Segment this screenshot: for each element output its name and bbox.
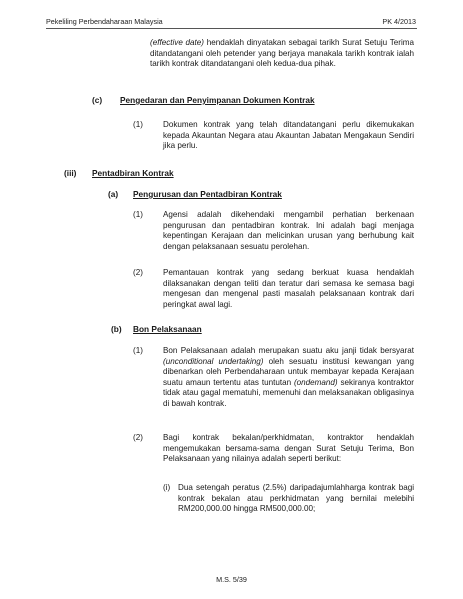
section-a-label: (a) [108, 189, 119, 199]
section-b-label: (b) [111, 324, 122, 334]
intro-italic-term: (effective date) [150, 38, 204, 47]
header-title: Pekeliling Perbendaharaan Malaysia [46, 17, 163, 26]
b-item-1-text-part: sekiranya kontraktor tidak atau gagal mematuhi, memenuhi dan melaksanakan obligasinya di bawah kontrak. [163, 377, 414, 408]
header-reference: PK 4/2013 [382, 17, 416, 26]
b-sub-i-number: (i) [163, 483, 171, 492]
section-b-heading [133, 324, 202, 335]
section-iii-label: (iii) [64, 168, 77, 178]
b-item-2-number: (2) [133, 433, 143, 442]
section-a-title: Pengurusan dan Pentadbiran Kontrak [133, 189, 282, 199]
b-item-1-number: (1) [133, 346, 143, 355]
b-item-1-italic-term: (ondemand) [293, 377, 338, 387]
section-c-label: (c) [92, 95, 103, 105]
c-item-1-text: Dokumen kontrak yang telah ditandatangani perlu dikemukakan kepada Akauntan Negara atau Akauntan Jabatan Mengakaun Sendiri jika perlu. [163, 120, 414, 151]
b-item-1-italic-term: (unconditional undertaking) [163, 356, 264, 366]
b-item-1-text-part: oleh sesuatu institusi kewangan yang dibenarkan oleh Perbendaharaan untuk membayar kepada Kerajaan suatu amaun tertentu atas tuntutan [163, 356, 414, 387]
b-item-2-text: Bagi kontrak bekalan/perkhidmatan, kontraktor hendaklah mengemukakan bersama-sama dengan Surat Setuju Terima, Bon Pelaksanaan yang nilainya adalah seperti berikut: [163, 433, 414, 464]
b-item-1-text [163, 346, 414, 410]
section-iii-heading [92, 168, 174, 179]
section-b-title: Bon Pelaksanaan [133, 324, 202, 334]
section-iii-title: Pentadbiran Kontrak [92, 168, 174, 178]
a-item-2-number: (2) [133, 268, 143, 277]
intro-paragraph [150, 38, 414, 70]
a-item-1-number: (1) [133, 210, 143, 219]
section-a-heading [133, 189, 282, 200]
section-c-title: Pengedaran dan Penyimpanan Dokumen Kontrak [120, 95, 315, 105]
b-item-1-text-part: Bon Pelaksanaan adalah merupakan suatu aku janji tidak bersyarat [163, 346, 414, 355]
intro-text: hendaklah dinyatakan sebagai tarikh Surat Setuju Terima ditandatangani oleh petender yang berjaya manakala tarikh kontrak ialah tarikh kontrak ditandatangani oleh kedua-dua pihak. [150, 38, 414, 69]
a-item-1-text: Agensi adalah dikehendaki mengambil perhatian berkenaan pengurusan dan pentadbiran kontrak. Ini adalah bagi menjaga kepentingan Kerajaan dan melicinkan urusan yang berhubung kait dengan pelaksanaan sesuatu perolehan. [163, 210, 414, 251]
c-item-1-number: (1) [133, 120, 143, 129]
a-item-2-text: Pemantauan kontrak yang sedang berkuat kuasa hendaklah dilaksanakan dengan teliti dan teratur dari semasa ke semasa bagi mengesan dan mengenal pasti masalah pelaksanaan kontrak dari peringkat awal lagi. [163, 268, 414, 309]
section-c-heading [120, 95, 315, 106]
page-number: M.S. 5/39 [216, 575, 247, 584]
header-divider [46, 28, 417, 29]
b-sub-i-text: Dua setengah peratus (2.5%) daripadajumlahharga kontrak bagi kontrak bekalan atau perkhidmatan yang bernilai melebihi RM200,000.00 hingga RM500,000.00; [178, 483, 414, 514]
